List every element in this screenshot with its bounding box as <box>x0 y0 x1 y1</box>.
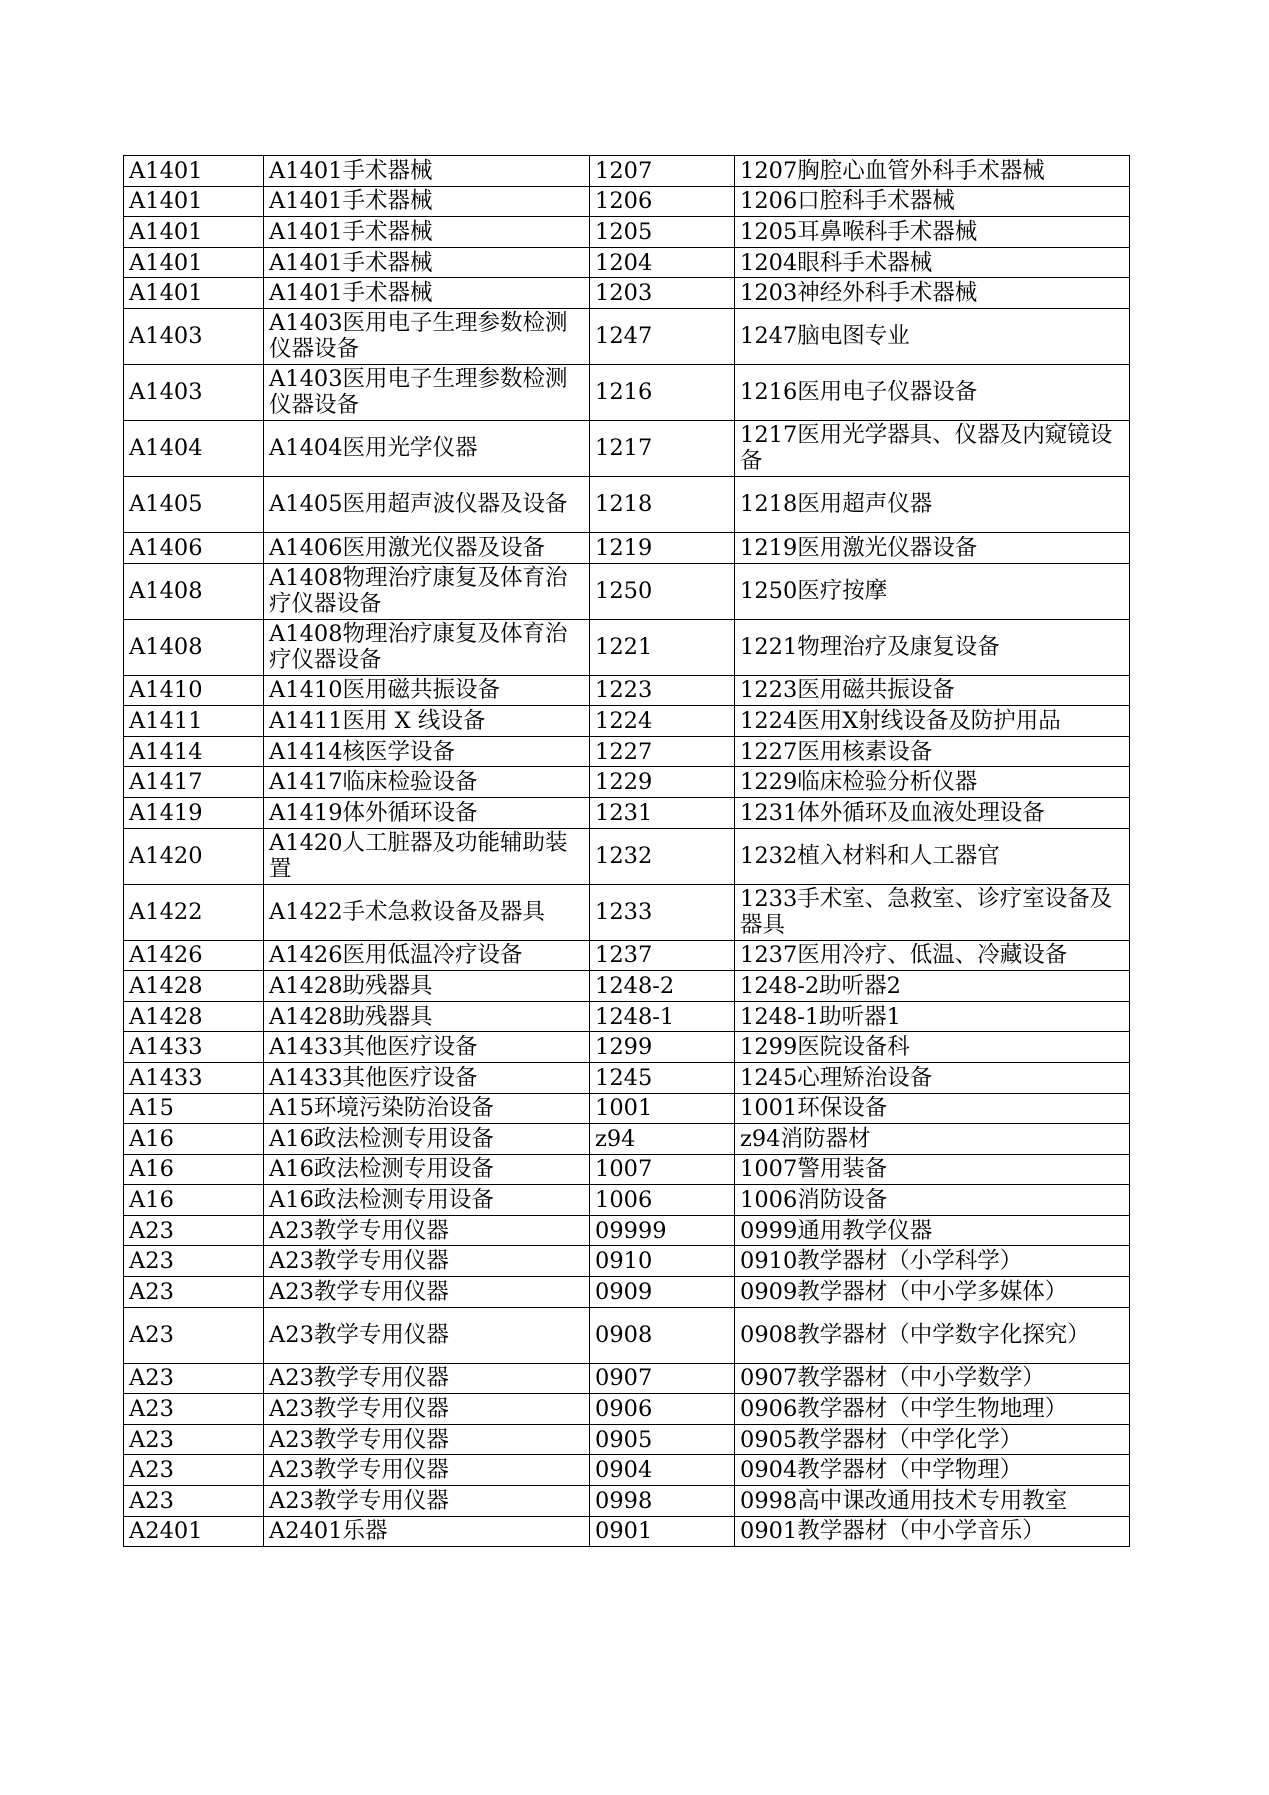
item-code-cell: 1237 <box>590 940 735 971</box>
category-name-cell: A1414核医学设备 <box>264 736 590 767</box>
item-name-cell: 1221物理治疗及康复设备 <box>735 619 1130 675</box>
table-row <box>124 563 1130 619</box>
category-name-cell: A23教学专用仪器 <box>264 1307 590 1363</box>
category-name-cell: A1422手术急救设备及器具 <box>264 884 590 940</box>
item-code-cell: 1223 <box>590 675 735 706</box>
item-code-cell: 1248-1 <box>590 1001 735 1032</box>
item-name-cell: 1007警用装备 <box>735 1154 1130 1185</box>
category-name-cell: A23教学专用仪器 <box>264 1277 590 1308</box>
table-row <box>124 278 1130 309</box>
item-name-cell: 1207胸腔心血管外科手术器械 <box>735 156 1130 187</box>
category-code-cell: A1420 <box>124 828 264 884</box>
table-row <box>124 971 1130 1002</box>
item-name-cell: 1006消防设备 <box>735 1185 1130 1216</box>
item-name-cell: 0999通用教学仪器 <box>735 1215 1130 1246</box>
category-code-cell: A23 <box>124 1363 264 1394</box>
table-row <box>124 736 1130 767</box>
table-row <box>124 1215 1130 1246</box>
item-code-cell: 1206 <box>590 186 735 217</box>
table-row <box>124 186 1130 217</box>
item-code-cell: 1217 <box>590 420 735 476</box>
category-code-cell: A1401 <box>124 186 264 217</box>
item-name-cell: 1205耳鼻喉科手术器械 <box>735 217 1130 248</box>
item-name-cell: 1229临床检验分析仪器 <box>735 767 1130 798</box>
item-code-cell: 1299 <box>590 1032 735 1063</box>
item-name-cell: 1216医用电子仪器设备 <box>735 364 1130 420</box>
category-code-cell: A1401 <box>124 278 264 309</box>
table-row <box>124 156 1130 187</box>
table-row <box>124 308 1130 364</box>
category-code-cell: A1406 <box>124 532 264 563</box>
category-name-cell: A16政法检测专用设备 <box>264 1185 590 1216</box>
table-row <box>124 1516 1130 1547</box>
category-name-cell: A1419体外循环设备 <box>264 797 590 828</box>
item-code-cell: 1250 <box>590 563 735 619</box>
category-code-cell: A1433 <box>124 1062 264 1093</box>
table-row <box>124 1093 1130 1124</box>
table-row <box>124 364 1130 420</box>
item-name-cell: 1204眼科手术器械 <box>735 247 1130 278</box>
table-row <box>124 1307 1130 1363</box>
category-code-cell: A1401 <box>124 156 264 187</box>
category-code-cell: A1401 <box>124 247 264 278</box>
category-code-cell: A23 <box>124 1486 264 1517</box>
category-code-cell: A16 <box>124 1124 264 1155</box>
item-name-cell: 0906教学器材（中学生物地理） <box>735 1394 1130 1425</box>
category-code-cell: A23 <box>124 1307 264 1363</box>
item-code-cell: 1218 <box>590 476 735 532</box>
item-name-cell: 0907教学器材（中小学数学） <box>735 1363 1130 1394</box>
category-code-cell: A23 <box>124 1394 264 1425</box>
table-row <box>124 675 1130 706</box>
table-row <box>124 797 1130 828</box>
item-name-cell: 1203神经外科手术器械 <box>735 278 1130 309</box>
category-code-cell: A23 <box>124 1424 264 1455</box>
item-code-cell: 1205 <box>590 217 735 248</box>
item-name-cell: 1218医用超声仪器 <box>735 476 1130 532</box>
equipment-category-table <box>123 155 1130 1547</box>
item-code-cell: 1216 <box>590 364 735 420</box>
category-name-cell: A23教学专用仪器 <box>264 1486 590 1517</box>
item-name-cell: 1299医院设备科 <box>735 1032 1130 1063</box>
category-name-cell: A1404医用光学仪器 <box>264 420 590 476</box>
item-name-cell: 1232植入材料和人工器官 <box>735 828 1130 884</box>
category-code-cell: A1401 <box>124 217 264 248</box>
table-row <box>124 1424 1130 1455</box>
item-name-cell: 1001环保设备 <box>735 1093 1130 1124</box>
table-row <box>124 619 1130 675</box>
item-name-cell: 0998高中课改通用技术专用教室 <box>735 1486 1130 1517</box>
item-name-cell: 1231体外循环及血液处理设备 <box>735 797 1130 828</box>
category-name-cell: A1406医用激光仪器及设备 <box>264 532 590 563</box>
category-code-cell: A1428 <box>124 971 264 1002</box>
item-code-cell: 0909 <box>590 1277 735 1308</box>
category-code-cell: A1403 <box>124 364 264 420</box>
category-name-cell: A1401手术器械 <box>264 186 590 217</box>
category-code-cell: A1408 <box>124 619 264 675</box>
category-code-cell: A1433 <box>124 1032 264 1063</box>
item-name-cell: 1237医用冷疗、低温、冷藏设备 <box>735 940 1130 971</box>
category-code-cell: A1403 <box>124 308 264 364</box>
category-name-cell: A1417临床检验设备 <box>264 767 590 798</box>
table-row <box>124 1277 1130 1308</box>
item-code-cell: 0905 <box>590 1424 735 1455</box>
category-name-cell: A1401手术器械 <box>264 278 590 309</box>
category-code-cell: A1426 <box>124 940 264 971</box>
category-name-cell: A2401乐器 <box>264 1516 590 1547</box>
category-name-cell: A16政法检测专用设备 <box>264 1154 590 1185</box>
item-name-cell: 0905教学器材（中学化学） <box>735 1424 1130 1455</box>
category-name-cell: A1401手术器械 <box>264 156 590 187</box>
item-name-cell: 1248-1助听器1 <box>735 1001 1130 1032</box>
item-name-cell: 1248-2助听器2 <box>735 971 1130 1002</box>
item-name-cell: 0904教学器材（中学物理） <box>735 1455 1130 1486</box>
category-name-cell: A23教学专用仪器 <box>264 1363 590 1394</box>
item-code-cell: 0908 <box>590 1307 735 1363</box>
table-row <box>124 884 1130 940</box>
item-code-cell: 1219 <box>590 532 735 563</box>
item-code-cell: 1204 <box>590 247 735 278</box>
table-row <box>124 828 1130 884</box>
table-row <box>124 1185 1130 1216</box>
category-code-cell: A2401 <box>124 1516 264 1547</box>
item-name-cell: 1217医用光学器具、仪器及内窥镜设备 <box>735 420 1130 476</box>
category-code-cell: A1422 <box>124 884 264 940</box>
category-code-cell: A1411 <box>124 706 264 737</box>
table-row <box>124 217 1130 248</box>
category-code-cell: A1428 <box>124 1001 264 1032</box>
item-code-cell: 1203 <box>590 278 735 309</box>
category-name-cell: A23教学专用仪器 <box>264 1246 590 1277</box>
table-row <box>124 1062 1130 1093</box>
category-name-cell: A1401手术器械 <box>264 247 590 278</box>
table-body <box>124 156 1130 1547</box>
table-row <box>124 706 1130 737</box>
category-name-cell: A1426医用低温冷疗设备 <box>264 940 590 971</box>
item-name-cell: 1219医用激光仪器设备 <box>735 532 1130 563</box>
item-code-cell: 1245 <box>590 1062 735 1093</box>
item-code-cell: z94 <box>590 1124 735 1155</box>
category-code-cell: A16 <box>124 1185 264 1216</box>
table-row <box>124 420 1130 476</box>
item-code-cell: 1229 <box>590 767 735 798</box>
category-name-cell: A1408物理治疗康复及体育治疗仪器设备 <box>264 619 590 675</box>
category-code-cell: A15 <box>124 1093 264 1124</box>
category-name-cell: A16政法检测专用设备 <box>264 1124 590 1155</box>
table-row <box>124 532 1130 563</box>
category-code-cell: A16 <box>124 1154 264 1185</box>
category-name-cell: A1433其他医疗设备 <box>264 1062 590 1093</box>
table-row <box>124 1486 1130 1517</box>
item-code-cell: 1247 <box>590 308 735 364</box>
item-code-cell: 1231 <box>590 797 735 828</box>
item-name-cell: 1206口腔科手术器械 <box>735 186 1130 217</box>
item-name-cell: 1223医用磁共振设备 <box>735 675 1130 706</box>
table-row <box>124 1246 1130 1277</box>
item-code-cell: 09999 <box>590 1215 735 1246</box>
category-name-cell: A1433其他医疗设备 <box>264 1032 590 1063</box>
category-name-cell: A1401手术器械 <box>264 217 590 248</box>
item-name-cell: 0910教学器材（小学科学） <box>735 1246 1130 1277</box>
category-code-cell: A1404 <box>124 420 264 476</box>
category-code-cell: A23 <box>124 1246 264 1277</box>
table-row <box>124 940 1130 971</box>
category-code-cell: A1419 <box>124 797 264 828</box>
item-code-cell: 1006 <box>590 1185 735 1216</box>
item-code-cell: 1248-2 <box>590 971 735 1002</box>
category-name-cell: A23教学专用仪器 <box>264 1215 590 1246</box>
item-name-cell: 0908教学器材（中学数字化探究） <box>735 1307 1130 1363</box>
item-code-cell: 0906 <box>590 1394 735 1425</box>
item-code-cell: 0904 <box>590 1455 735 1486</box>
item-name-cell: 1233手术室、急救室、诊疗室设备及器具 <box>735 884 1130 940</box>
item-name-cell: 1227医用核素设备 <box>735 736 1130 767</box>
table-row <box>124 1394 1130 1425</box>
category-name-cell: A23教学专用仪器 <box>264 1424 590 1455</box>
category-name-cell: A1410医用磁共振设备 <box>264 675 590 706</box>
table-row <box>124 247 1130 278</box>
category-name-cell: A1403医用电子生理参数检测仪器设备 <box>264 364 590 420</box>
category-code-cell: A23 <box>124 1455 264 1486</box>
category-code-cell: A23 <box>124 1215 264 1246</box>
item-code-cell: 0998 <box>590 1486 735 1517</box>
category-code-cell: A1414 <box>124 736 264 767</box>
category-name-cell: A15环境污染防治设备 <box>264 1093 590 1124</box>
item-code-cell: 1207 <box>590 156 735 187</box>
item-name-cell: 1224医用X射线设备及防护用品 <box>735 706 1130 737</box>
category-name-cell: A1411医用 X 线设备 <box>264 706 590 737</box>
category-name-cell: A1420人工脏器及功能辅助装置 <box>264 828 590 884</box>
item-code-cell: 1232 <box>590 828 735 884</box>
item-name-cell: 0909教学器材（中小学多媒体） <box>735 1277 1130 1308</box>
item-code-cell: 1221 <box>590 619 735 675</box>
table-row <box>124 767 1130 798</box>
category-name-cell: A23教学专用仪器 <box>264 1455 590 1486</box>
item-code-cell: 0910 <box>590 1246 735 1277</box>
category-name-cell: A1408物理治疗康复及体育治疗仪器设备 <box>264 563 590 619</box>
item-name-cell: 1247脑电图专业 <box>735 308 1130 364</box>
item-code-cell: 1007 <box>590 1154 735 1185</box>
category-code-cell: A1410 <box>124 675 264 706</box>
table-row <box>124 1032 1130 1063</box>
table-row <box>124 1001 1130 1032</box>
category-code-cell: A1405 <box>124 476 264 532</box>
category-code-cell: A1417 <box>124 767 264 798</box>
category-name-cell: A23教学专用仪器 <box>264 1394 590 1425</box>
table-row <box>124 1363 1130 1394</box>
category-name-cell: A1405医用超声波仪器及设备 <box>264 476 590 532</box>
item-code-cell: 1227 <box>590 736 735 767</box>
category-name-cell: A1403医用电子生理参数检测仪器设备 <box>264 308 590 364</box>
item-code-cell: 1233 <box>590 884 735 940</box>
item-name-cell: 0901教学器材（中小学音乐） <box>735 1516 1130 1547</box>
table-row <box>124 476 1130 532</box>
table-row <box>124 1124 1130 1155</box>
category-name-cell: A1428助残器具 <box>264 971 590 1002</box>
item-name-cell: 1250医疗按摩 <box>735 563 1130 619</box>
table-row <box>124 1455 1130 1486</box>
category-code-cell: A23 <box>124 1277 264 1308</box>
table-row <box>124 1154 1130 1185</box>
category-name-cell: A1428助残器具 <box>264 1001 590 1032</box>
item-code-cell: 0901 <box>590 1516 735 1547</box>
item-name-cell: 1245心理矫治设备 <box>735 1062 1130 1093</box>
item-name-cell: z94消防器材 <box>735 1124 1130 1155</box>
item-code-cell: 1224 <box>590 706 735 737</box>
category-code-cell: A1408 <box>124 563 264 619</box>
item-code-cell: 0907 <box>590 1363 735 1394</box>
item-code-cell: 1001 <box>590 1093 735 1124</box>
